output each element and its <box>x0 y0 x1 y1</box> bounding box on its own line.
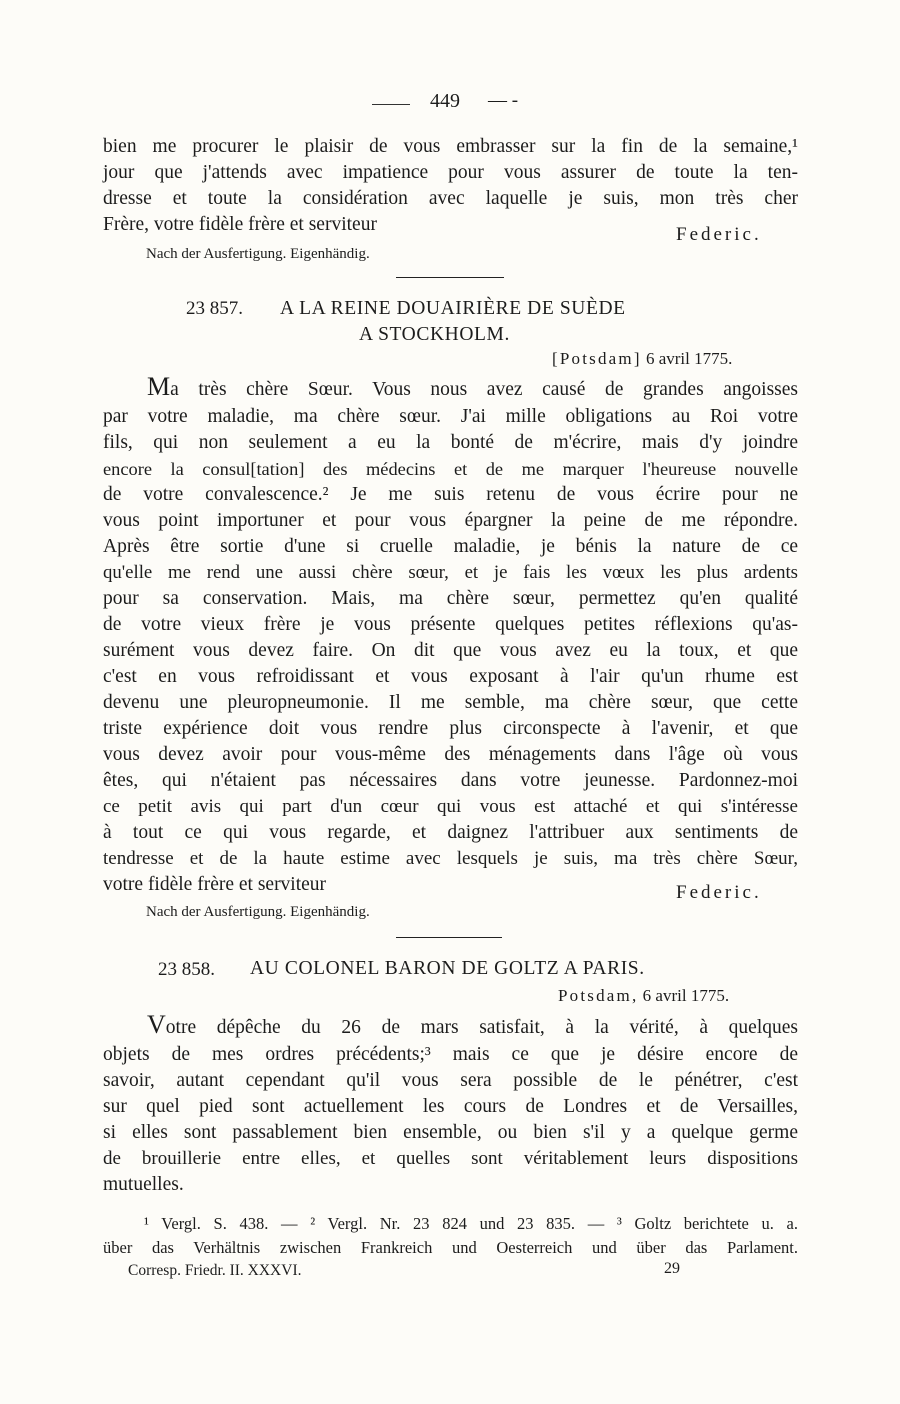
initial-letter: V <box>147 1010 166 1039</box>
text-line: Frère, votre fidèle frère et serviteur <box>103 214 377 235</box>
text-line: ce petit avis qui part d'un cœur qui vous est attaché et qui s'intéresse <box>103 796 798 817</box>
dateline-place: Potsdam, <box>558 986 639 1005</box>
text-line <box>147 1010 798 1041</box>
text-line: jour que j'attends avec impatience pour vous assurer de toute la ten- <box>103 162 798 183</box>
text-line: bien me procurer le plaisir de vous embrasser sur la fin de la semaine,¹ <box>103 136 798 157</box>
text-line: c'est en vous refroidissant et vous exposant à l'air qu'un rhume est <box>103 666 798 687</box>
text-line <box>147 372 798 403</box>
letter-heading: AU COLONEL BARON DE GOLTZ A PARIS. <box>250 958 645 979</box>
text-line: de brouillerie entre elles, et quelles sont véritablement leurs dispositions <box>103 1148 798 1169</box>
text-line: à tout ce qui vous regarde, et daignez l'attribuer aux sentiments de <box>103 822 798 843</box>
letter-heading-line2: A STOCKHOLM. <box>359 324 510 345</box>
text-line: sur quel pied sont actuellement les cours de Londres et de Versailles, <box>103 1096 798 1117</box>
source-note: Nach der Ausfertigung. Eigenhändig. <box>146 246 370 262</box>
text-line: êtes, qui n'étaient pas nécessaires dans votre jeunesse. Pardonnez-moi <box>103 770 798 791</box>
dateline-place: [Potsdam] <box>552 349 642 368</box>
text-line: fils, qui non seulement a eu la bonté de m'écrire, mais d'y joindre <box>103 432 798 453</box>
text-line: Après être sortie d'une si cruelle maladie, je bénis la nature de ce <box>103 536 798 557</box>
initial-letter: M <box>147 372 171 401</box>
letter-heading: A LA REINE DOUAIRIÈRE DE SUÈDE <box>280 298 626 319</box>
text-line: pour sa conservation. Mais, ma chère sœur, permettez qu'en qualité <box>103 588 798 609</box>
text-line: tendresse et de la haute estime avec lesquels je suis, ma très chère Sœur, <box>103 848 798 869</box>
text-line: triste expérience doit vous rendre plus circonspecte à l'avenir, et que <box>103 718 798 739</box>
source-note: Nach der Ausfertigung. Eigenhändig. <box>146 904 370 920</box>
text-line: votre fidèle frère et serviteur <box>103 874 327 895</box>
text-line: encore la consul[tation] des médecins et de me marquer l'heureuse nouvelle <box>103 459 798 479</box>
letter-number: 23 858. <box>158 959 215 980</box>
text-line: objets de mes ordres précédents;³ mais ce que je désire encore de <box>103 1044 798 1065</box>
text-line: de votre vieux frère je vous présente quelques petites réflexions qu'as- <box>103 614 798 635</box>
text-line: par votre maladie, ma chère sœur. J'ai mille obligations au Roi votre <box>103 406 798 427</box>
text-line: dresse et toute la considération avec laquelle je suis, mon très cher <box>103 188 798 209</box>
text-line: savoir, autant cependant qu'il vous sera possible de le pénétrer, c'est <box>103 1070 798 1091</box>
text-line: mutuelles. <box>103 1174 184 1195</box>
signature: Federic. <box>676 882 762 903</box>
header-left-dash <box>372 104 410 105</box>
dateline-date: 6 avril 1775. <box>645 349 733 368</box>
text-line: si elles sont passablement bien ensemble, ou bien s'il y a quelque germe <box>103 1122 798 1143</box>
text-line: de votre convalescence.² Je me suis retenu de vous écrire pour ne <box>103 484 798 505</box>
page-number: 449 <box>430 90 460 112</box>
text-line-rest: otre dépêche du 26 de mars satisfait, à la vérité, à quelques <box>165 1017 798 1038</box>
footnote-line: ¹ Vergl. S. 438. — ² Vergl. Nr. 23 824 und 23 835. — ³ Goltz berichtete u. a. <box>144 1214 798 1233</box>
dateline-date: 6 avril 1775. <box>642 986 730 1005</box>
footer-series: Corresp. Friedr. II. XXXVI. <box>128 1262 302 1279</box>
text-line: surément vous devez faire. On dit que vous avez eu la toux, et que <box>103 640 798 661</box>
dateline <box>558 986 729 1006</box>
text-line: vous point importuner et pour vous épargner la peine de me répondre. <box>103 510 798 531</box>
text-line: vous devez avoir pour vous-même des ménagements dans l'âge où vous <box>103 744 798 765</box>
dateline <box>552 349 732 369</box>
section-divider <box>396 277 504 278</box>
footnote-line: über das Verhältnis zwischen Frankreich und Oesterreich und über das Parlament. <box>103 1238 798 1257</box>
signature: Federic. <box>676 224 762 245</box>
text-line: qu'elle me rend une aussi chère sœur, et je fais les vœux les plus ardents <box>103 562 798 583</box>
text-line: devenu une pleuropneumonie. Il me semble, ma chère sœur, que cette <box>103 692 798 713</box>
section-divider <box>396 937 502 938</box>
text-line-rest: a très chère Sœur. Vous nous avez causé de grandes angoisses <box>170 379 798 400</box>
letter-number: 23 857. <box>186 298 243 319</box>
header-right-dash: — - <box>488 90 519 111</box>
footer-signature-mark: 29 <box>664 1260 680 1277</box>
